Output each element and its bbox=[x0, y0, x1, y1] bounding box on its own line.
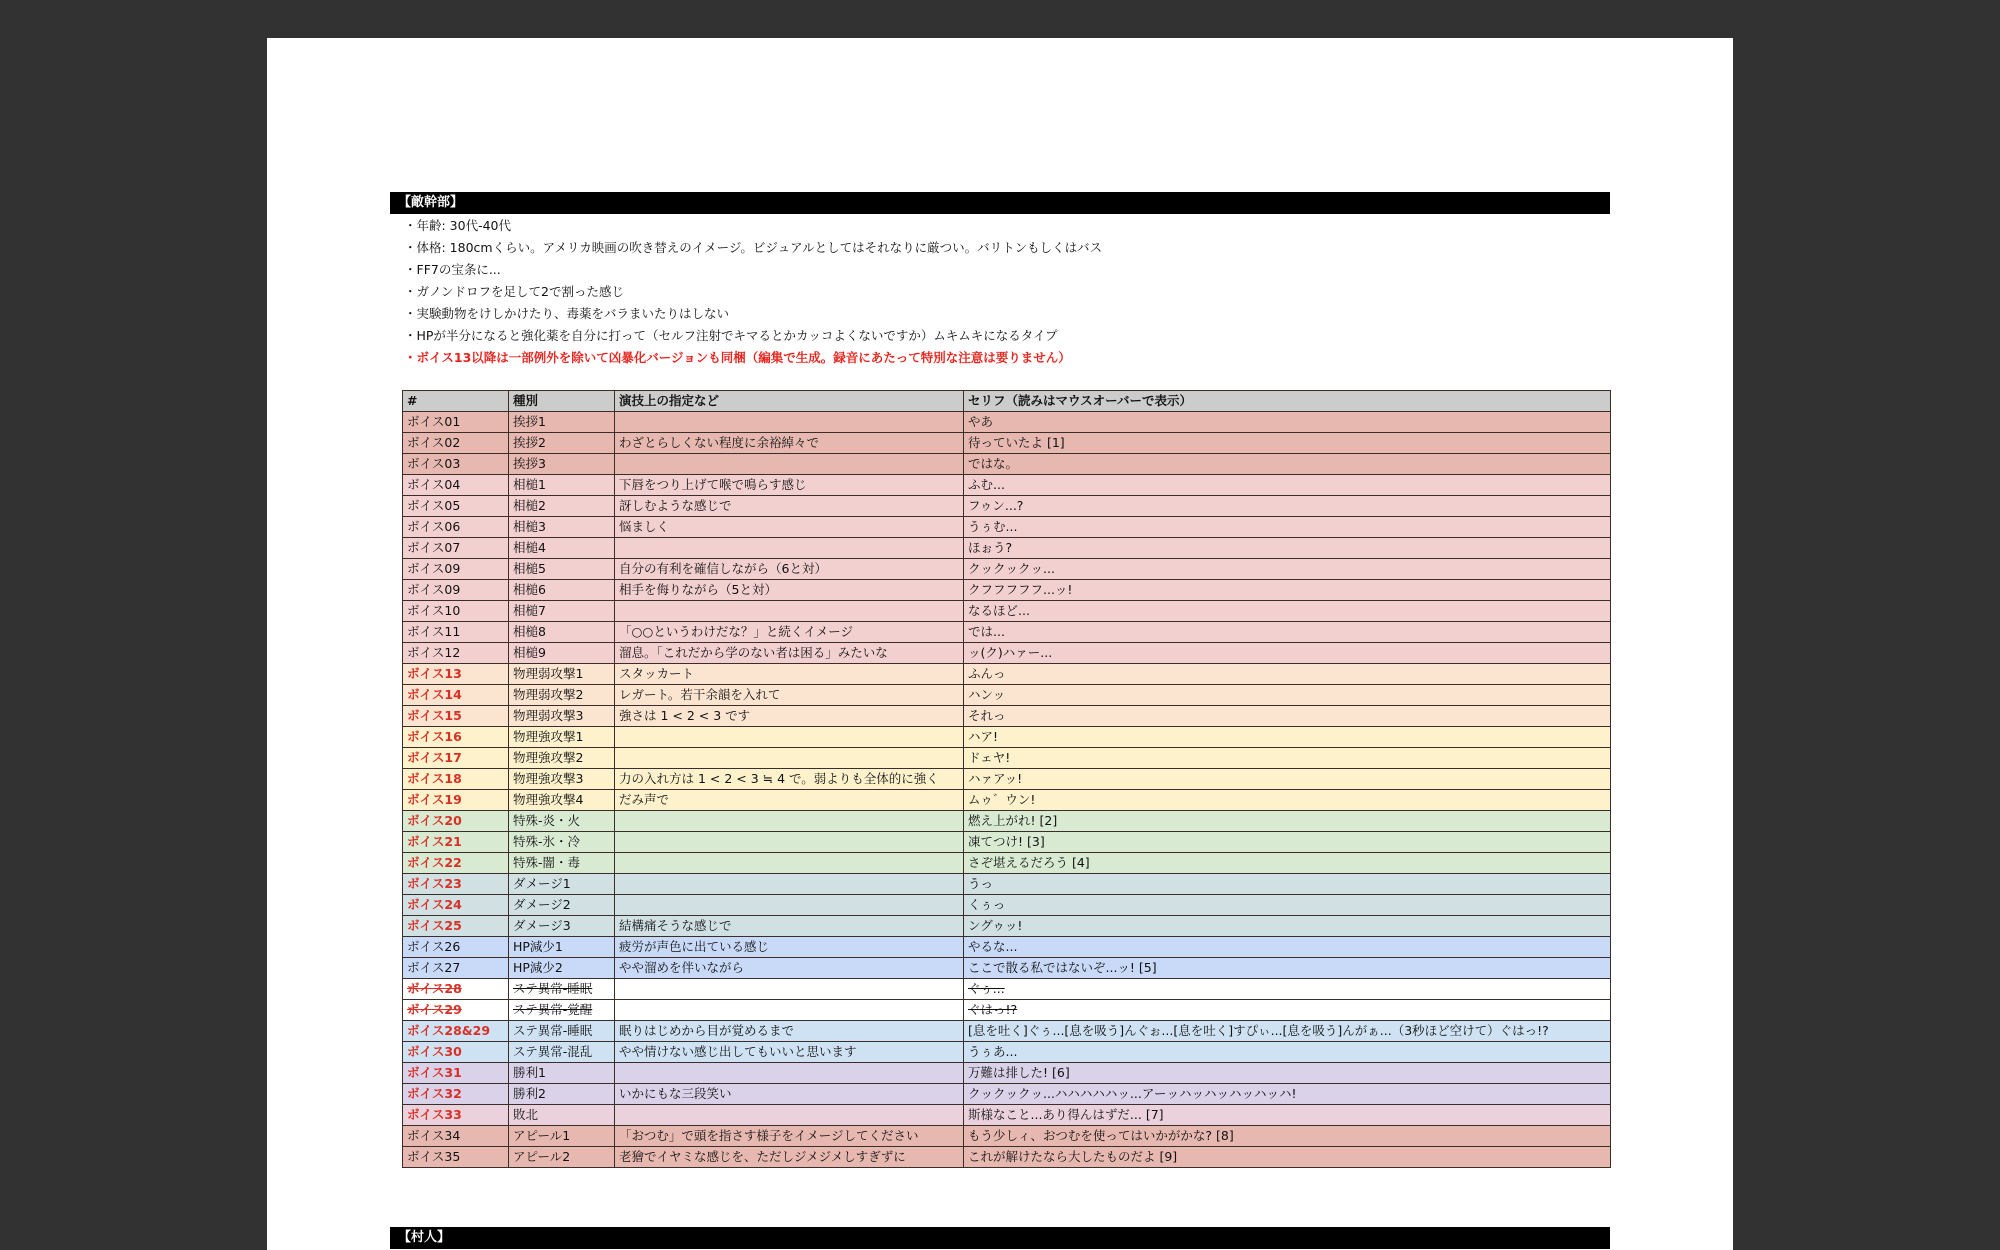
acting-direction-cell: 溜息。「これだから学のない者は困る」みたいな bbox=[615, 643, 964, 664]
voice-line-cell[interactable]: やるな... bbox=[964, 937, 1611, 958]
voice-line-cell[interactable]: ほぉう? bbox=[964, 538, 1611, 559]
voice-type-cell: 特殊-炎・火 bbox=[509, 811, 615, 832]
voice-type-cell: 特殊-氷・冷 bbox=[509, 832, 615, 853]
header-direction: 演技上の指定など bbox=[615, 391, 964, 412]
voice-line-cell[interactable]: うぅむ... bbox=[964, 517, 1611, 538]
voice-type-cell: 敗北 bbox=[509, 1105, 615, 1126]
character-notes bbox=[404, 215, 1604, 369]
acting-direction-cell bbox=[615, 727, 964, 748]
acting-direction-cell bbox=[615, 979, 964, 1000]
table-row bbox=[403, 916, 1611, 937]
voice-id-cell: ボイス16 bbox=[403, 727, 509, 748]
table-row bbox=[403, 790, 1611, 811]
table-row bbox=[403, 895, 1611, 916]
voice-type-cell: 物理弱攻撃1 bbox=[509, 664, 615, 685]
voice-type-cell: 物理強攻撃4 bbox=[509, 790, 615, 811]
voice-id-cell: ボイス09 bbox=[403, 559, 509, 580]
table-row bbox=[403, 412, 1611, 433]
acting-direction-cell bbox=[615, 832, 964, 853]
voice-id-cell: ボイス31 bbox=[403, 1063, 509, 1084]
acting-direction-cell: 力の入れ方は 1 < 2 < 3 ≒ 4 で。弱よりも全体的に強く bbox=[615, 769, 964, 790]
voice-id-cell: ボイス09 bbox=[403, 580, 509, 601]
acting-direction-cell bbox=[615, 811, 964, 832]
acting-direction-cell bbox=[615, 1105, 964, 1126]
table-row bbox=[403, 538, 1611, 559]
voice-id-cell: ボイス10 bbox=[403, 601, 509, 622]
acting-direction-cell: 眠りはじめから目が覚めるまで bbox=[615, 1021, 964, 1042]
voice-type-cell: 相槌7 bbox=[509, 601, 615, 622]
table-row bbox=[403, 517, 1611, 538]
voice-line-cell[interactable]: ハンッ bbox=[964, 685, 1611, 706]
voice-line-cell[interactable]: もう少しィ、おつむを使ってはいかがかな? [8] bbox=[964, 1126, 1611, 1147]
voice-line-cell[interactable]: それっ bbox=[964, 706, 1611, 727]
acting-direction-cell: 疲労が声色に出ている感じ bbox=[615, 937, 964, 958]
voice-id-cell: ボイス30 bbox=[403, 1042, 509, 1063]
voice-line-cell[interactable]: [息を吐く]ぐぅ...[息を吸う]んぐぉ...[息を吐く]すぴぃ...[息を吸う]んがぁ...（3秒ほど空けて）ぐはっ!? bbox=[964, 1021, 1611, 1042]
voice-type-cell: 相槌5 bbox=[509, 559, 615, 580]
voice-line-cell[interactable]: ハァアッ! bbox=[964, 769, 1611, 790]
voice-line-cell[interactable]: ハア! bbox=[964, 727, 1611, 748]
voice-type-cell: 挨拶3 bbox=[509, 454, 615, 475]
acting-direction-cell bbox=[615, 1063, 964, 1084]
voice-line-cell[interactable]: クックックッ... bbox=[964, 559, 1611, 580]
table-row bbox=[403, 832, 1611, 853]
table-row bbox=[403, 601, 1611, 622]
table-row bbox=[403, 769, 1611, 790]
acting-direction-cell bbox=[615, 601, 964, 622]
voice-id-cell: ボイス01 bbox=[403, 412, 509, 433]
table-row bbox=[403, 454, 1611, 475]
voice-type-cell: ダメージ2 bbox=[509, 895, 615, 916]
table-row bbox=[403, 580, 1611, 601]
voice-line-cell[interactable]: ふんっ bbox=[964, 664, 1611, 685]
table-row bbox=[403, 958, 1611, 979]
voice-line-cell[interactable]: 斯様なこと...あり得んはずだ... [7] bbox=[964, 1105, 1611, 1126]
acting-direction-cell: 老獪でイヤミな感じを、ただしジメジメしすぎずに bbox=[615, 1147, 964, 1168]
acting-direction-cell: いかにもな三段笑い bbox=[615, 1084, 964, 1105]
acting-direction-cell: 結構痛そうな感じで bbox=[615, 916, 964, 937]
acting-direction-cell: スタッカート bbox=[615, 664, 964, 685]
acting-direction-cell bbox=[615, 895, 964, 916]
voice-type-cell: ダメージ1 bbox=[509, 874, 615, 895]
table-row bbox=[403, 874, 1611, 895]
voice-line-cell[interactable]: なるほど... bbox=[964, 601, 1611, 622]
voice-line-cell[interactable]: ふむ... bbox=[964, 475, 1611, 496]
note-item: ・体格: 180cmくらい。アメリカ映画の吹き替えのイメージ。ビジュアルとしてはそれなりに厳つい。バリトンもしくはバス bbox=[404, 240, 1103, 255]
table-row bbox=[403, 664, 1611, 685]
header-number: # bbox=[403, 391, 509, 412]
voice-id-cell: ボイス29 bbox=[403, 1000, 509, 1021]
voice-type-cell: HP減少1 bbox=[509, 937, 615, 958]
voice-line-cell[interactable]: フゥン...? bbox=[964, 496, 1611, 517]
table-row bbox=[403, 748, 1611, 769]
voice-line-cell[interactable]: うぅあ... bbox=[964, 1042, 1611, 1063]
acting-direction-cell bbox=[615, 1000, 964, 1021]
voice-id-cell: ボイス32 bbox=[403, 1084, 509, 1105]
acting-direction-cell bbox=[615, 874, 964, 895]
voice-type-cell: 物理弱攻撃2 bbox=[509, 685, 615, 706]
voice-line-cell[interactable]: やあ bbox=[964, 412, 1611, 433]
voice-type-cell: 物理強攻撃1 bbox=[509, 727, 615, 748]
voice-id-cell: ボイス02 bbox=[403, 433, 509, 454]
voice-type-cell: ステ異常-混乱 bbox=[509, 1042, 615, 1063]
voice-id-cell: ボイス25 bbox=[403, 916, 509, 937]
table-row bbox=[403, 1084, 1611, 1105]
table-row bbox=[403, 937, 1611, 958]
acting-direction-cell bbox=[615, 853, 964, 874]
table-row bbox=[403, 475, 1611, 496]
acting-direction-cell: 訝しむような感じで bbox=[615, 496, 964, 517]
acting-direction-cell: 下唇をつり上げて喉で鳴らす感じ bbox=[615, 475, 964, 496]
voice-line-cell[interactable]: クフフフフフ...ッ! bbox=[964, 580, 1611, 601]
voice-id-cell: ボイス26 bbox=[403, 937, 509, 958]
acting-direction-cell bbox=[615, 538, 964, 559]
acting-direction-cell bbox=[615, 412, 964, 433]
voice-line-cell[interactable]: うっ bbox=[964, 874, 1611, 895]
voice-id-cell: ボイス27 bbox=[403, 958, 509, 979]
voice-type-cell: 挨拶2 bbox=[509, 433, 615, 454]
table-row bbox=[403, 1147, 1611, 1168]
voice-type-cell: ステ異常-覚醒 bbox=[509, 1000, 615, 1021]
voice-type-cell: 特殊-闇・毒 bbox=[509, 853, 615, 874]
acting-direction-cell: やや情けない感じ出してもいいと思います bbox=[615, 1042, 964, 1063]
note-item: ・HPが半分になると強化薬を自分に打って（セルフ注射でキマるとかカッコよくないですか）ムキムキになるタイプ bbox=[404, 328, 1058, 343]
acting-direction-cell: 相手を侮りながら（5と対） bbox=[615, 580, 964, 601]
note-item: ・実験動物をけしかけたり、毒薬をバラまいたりはしない bbox=[404, 306, 730, 321]
voice-type-cell: 相槌9 bbox=[509, 643, 615, 664]
acting-direction-cell: だみ声で bbox=[615, 790, 964, 811]
acting-direction-cell bbox=[615, 748, 964, 769]
voice-line-cell[interactable]: ここで散る私ではないぞ...ッ! [5] bbox=[964, 958, 1611, 979]
voice-type-cell: ステ異常-睡眠 bbox=[509, 1021, 615, 1042]
note-item: ・年齢: 30代-40代 bbox=[404, 218, 512, 233]
table-row bbox=[403, 979, 1611, 1000]
voice-id-cell: ボイス22 bbox=[403, 853, 509, 874]
voice-type-cell: HP減少2 bbox=[509, 958, 615, 979]
table-row bbox=[403, 622, 1611, 643]
voice-type-cell: 相槌2 bbox=[509, 496, 615, 517]
section-header-villager: 【村人】 bbox=[390, 1227, 1610, 1249]
document-page bbox=[267, 38, 1733, 1250]
voice-id-cell: ボイス15 bbox=[403, 706, 509, 727]
voice-id-cell: ボイス28&29 bbox=[403, 1021, 509, 1042]
voice-id-cell: ボイス11 bbox=[403, 622, 509, 643]
voice-id-cell: ボイス14 bbox=[403, 685, 509, 706]
acting-direction-cell: レガート。若干余韻を入れて bbox=[615, 685, 964, 706]
table-row bbox=[403, 643, 1611, 664]
acting-direction-cell: わざとらしくない程度に余裕綽々で bbox=[615, 433, 964, 454]
voice-id-cell: ボイス34 bbox=[403, 1126, 509, 1147]
table-row bbox=[403, 811, 1611, 832]
voice-line-cell[interactable]: 凍てつけ! [3] bbox=[964, 832, 1611, 853]
voice-id-cell: ボイス17 bbox=[403, 748, 509, 769]
acting-direction-cell: やや溜めを伴いながら bbox=[615, 958, 964, 979]
voice-line-cell[interactable]: では... bbox=[964, 622, 1611, 643]
table-header-row bbox=[403, 391, 1611, 412]
voice-type-cell: 勝利1 bbox=[509, 1063, 615, 1084]
acting-direction-cell bbox=[615, 454, 964, 475]
acting-direction-cell: 強さは 1 < 2 < 3 です bbox=[615, 706, 964, 727]
table-row bbox=[403, 433, 1611, 454]
table-row bbox=[403, 1105, 1611, 1126]
table-row bbox=[403, 559, 1611, 580]
table-row bbox=[403, 685, 1611, 706]
table-row bbox=[403, 1000, 1611, 1021]
voice-line-cell[interactable]: クックックッ...ハハハハハッ...アーッハッハッハッハッハ! bbox=[964, 1084, 1611, 1105]
voice-type-cell: ダメージ3 bbox=[509, 916, 615, 937]
voice-id-cell: ボイス19 bbox=[403, 790, 509, 811]
acting-direction-cell: 「○○というわけだな？」と続くイメージ bbox=[615, 622, 964, 643]
voice-id-cell: ボイス13 bbox=[403, 664, 509, 685]
header-type: 種別 bbox=[509, 391, 615, 412]
voice-type-cell: ステ異常-睡眠 bbox=[509, 979, 615, 1000]
voice-line-cell[interactable]: ングゥッ! bbox=[964, 916, 1611, 937]
voice-type-cell: 物理弱攻撃3 bbox=[509, 706, 615, 727]
table-row bbox=[403, 1021, 1611, 1042]
voice-type-cell: 物理強攻撃3 bbox=[509, 769, 615, 790]
voice-type-cell: アピール2 bbox=[509, 1147, 615, 1168]
voice-line-cell[interactable]: ッ(ク)ハァー... bbox=[964, 643, 1611, 664]
voice-id-cell: ボイス35 bbox=[403, 1147, 509, 1168]
voice-type-cell: アピール1 bbox=[509, 1126, 615, 1147]
voice-id-cell: ボイス28 bbox=[403, 979, 509, 1000]
voice-type-cell: 相槌8 bbox=[509, 622, 615, 643]
voice-line-cell[interactable]: くぅっ bbox=[964, 895, 1611, 916]
voice-id-cell: ボイス06 bbox=[403, 517, 509, 538]
voice-type-cell: 物理強攻撃2 bbox=[509, 748, 615, 769]
voice-id-cell: ボイス21 bbox=[403, 832, 509, 853]
voice-type-cell: 相槌1 bbox=[509, 475, 615, 496]
acting-direction-cell: 悩ましく bbox=[615, 517, 964, 538]
table-row bbox=[403, 727, 1611, 748]
voice-line-cell[interactable]: さぞ堪えるだろう [4] bbox=[964, 853, 1611, 874]
voice-line-cell[interactable]: 燃え上がれ! [2] bbox=[964, 811, 1611, 832]
voice-id-cell: ボイス24 bbox=[403, 895, 509, 916]
voice-id-cell: ボイス33 bbox=[403, 1105, 509, 1126]
voice-line-cell[interactable]: これが解けたなら大したものだよ [9] bbox=[964, 1147, 1611, 1168]
voice-type-cell: 相槌4 bbox=[509, 538, 615, 559]
table-row bbox=[403, 1126, 1611, 1147]
table-row bbox=[403, 1042, 1611, 1063]
voice-line-cell[interactable]: 待っていたよ [1] bbox=[964, 433, 1611, 454]
voice-script-table bbox=[402, 390, 1611, 1168]
note-item: ・FF7の宝条に... bbox=[404, 262, 501, 277]
voice-id-cell: ボイス20 bbox=[403, 811, 509, 832]
table-row bbox=[403, 853, 1611, 874]
voice-id-cell: ボイス04 bbox=[403, 475, 509, 496]
table-row bbox=[403, 496, 1611, 517]
voice-line-cell[interactable]: ドェヤ! bbox=[964, 748, 1611, 769]
voice-type-cell: 勝利2 bbox=[509, 1084, 615, 1105]
voice-id-cell: ボイス18 bbox=[403, 769, 509, 790]
voice-type-cell: 相槌6 bbox=[509, 580, 615, 601]
voice-line-cell[interactable]: ムゥ゛ウン! bbox=[964, 790, 1611, 811]
voice-line-cell[interactable]: ぐはっ!? bbox=[964, 1000, 1611, 1021]
voice-line-cell[interactable]: ぐぅ... bbox=[964, 979, 1611, 1000]
acting-direction-cell: 「おつむ」で頭を指さす様子をイメージしてください bbox=[615, 1126, 964, 1147]
table-row bbox=[403, 1063, 1611, 1084]
voice-id-cell: ボイス05 bbox=[403, 496, 509, 517]
voice-line-cell[interactable]: 万難は排した! [6] bbox=[964, 1063, 1611, 1084]
voice-type-cell: 挨拶1 bbox=[509, 412, 615, 433]
voice-id-cell: ボイス07 bbox=[403, 538, 509, 559]
voice-id-cell: ボイス03 bbox=[403, 454, 509, 475]
header-line: セリフ（読みはマウスオーバーで表示） bbox=[964, 391, 1611, 412]
acting-direction-cell: 自分の有利を確信しながら（6と対） bbox=[615, 559, 964, 580]
voice-line-cell[interactable]: ではな。 bbox=[964, 454, 1611, 475]
voice-id-cell: ボイス12 bbox=[403, 643, 509, 664]
note-item: ・ボイス13以降は一部例外を除いて凶暴化バージョンも同梱（編集で生成。録音にあたって特別な注意は要りません） bbox=[404, 350, 1071, 365]
voice-type-cell: 相槌3 bbox=[509, 517, 615, 538]
note-item: ・ガノンドロフを足して2で割った感じ bbox=[404, 284, 624, 299]
voice-id-cell: ボイス23 bbox=[403, 874, 509, 895]
table-row bbox=[403, 706, 1611, 727]
section-header-enemy-officer: 【敵幹部】 bbox=[390, 192, 1610, 214]
